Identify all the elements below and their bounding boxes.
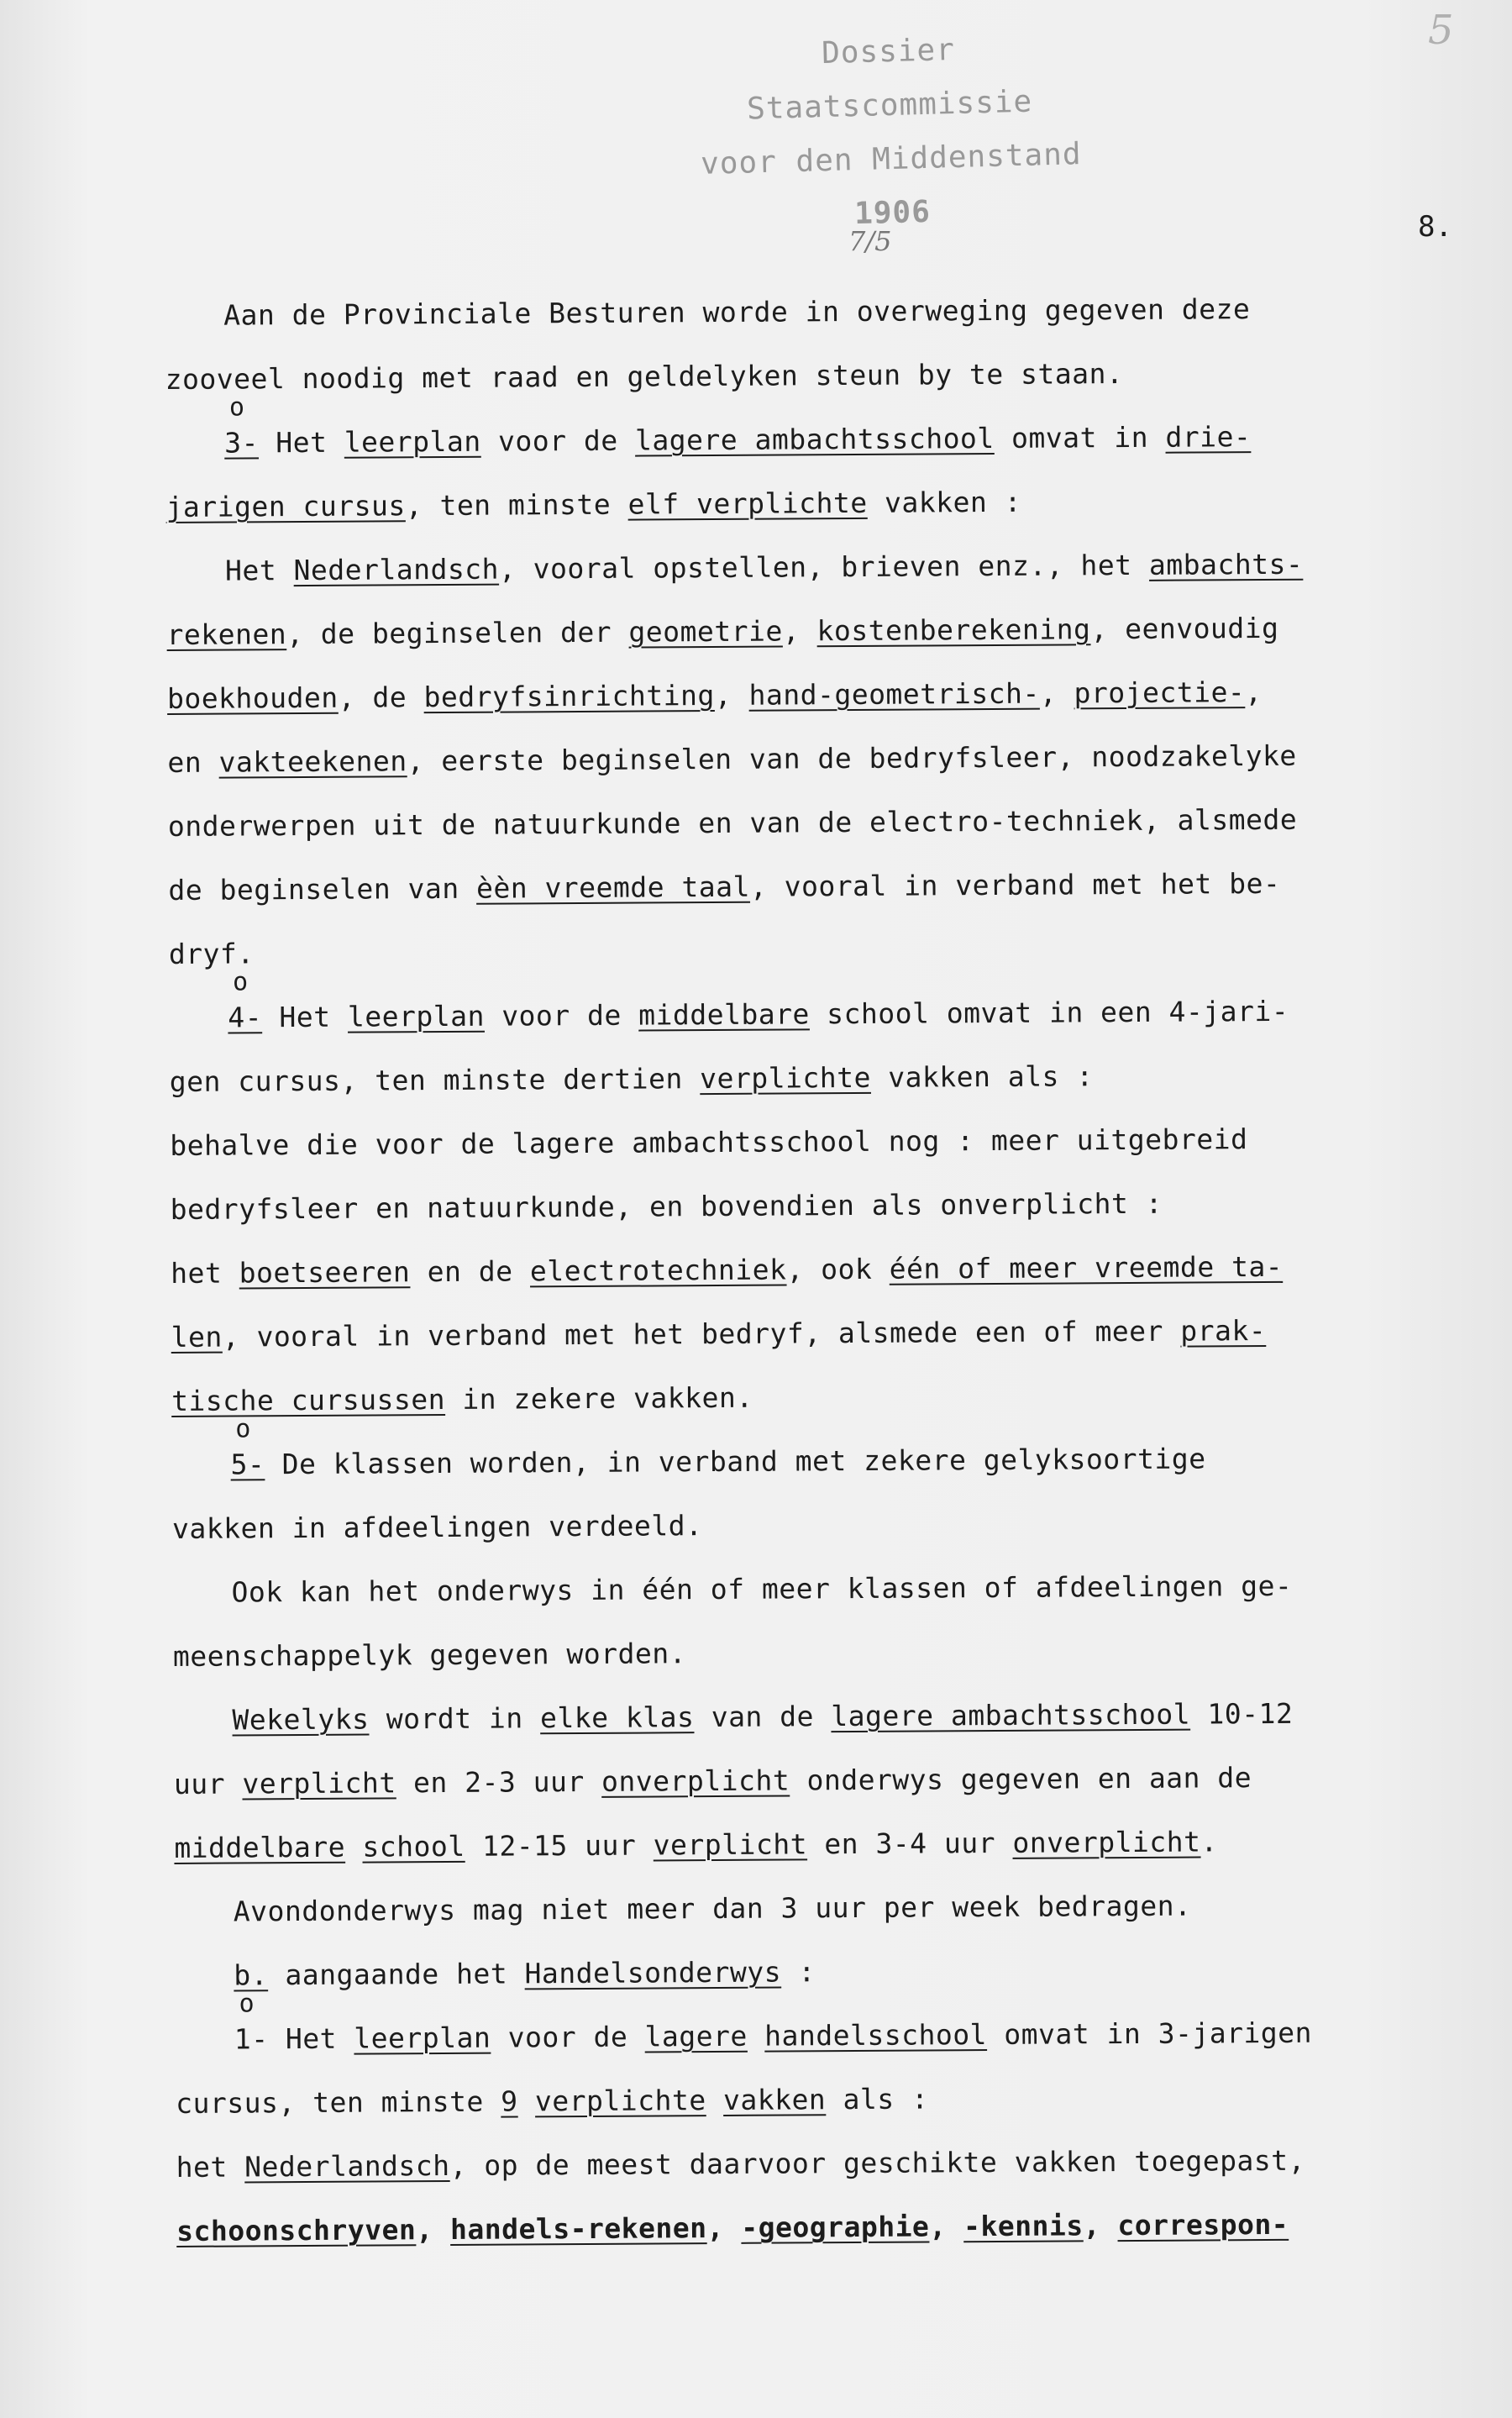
text-line bbox=[175, 1872, 1485, 1944]
text-run: 12-15 uur bbox=[465, 1828, 654, 1863]
underlined-term: vakteekenen bbox=[218, 744, 407, 779]
ordinal-mark: o bbox=[232, 967, 249, 997]
text-run: meenschappelyk gegeven worden. bbox=[172, 1637, 687, 1673]
underlined-term: len bbox=[171, 1320, 223, 1354]
underlined-term: onverplicht bbox=[1012, 1825, 1201, 1859]
text-run: omvat in 3-jarigen bbox=[986, 2016, 1313, 2052]
text-run: . bbox=[1200, 1825, 1218, 1858]
text-run: , eerste beginselen van de bedryfsleer, noodzakelyke bbox=[407, 739, 1297, 778]
underlined-term: leerplan bbox=[354, 2021, 491, 2055]
text-run: , bbox=[1245, 675, 1263, 709]
text-line bbox=[165, 339, 1475, 412]
item-number bbox=[224, 392, 260, 475]
underlined-term: rekenen bbox=[166, 618, 287, 651]
text-run: en de bbox=[410, 1254, 531, 1289]
text-line bbox=[169, 967, 1479, 1050]
item-number bbox=[234, 1989, 269, 2071]
underlined-term: lagere ambachtsschool bbox=[831, 1697, 1191, 1733]
text-line bbox=[169, 914, 1479, 986]
text-run: onderwerpen uit de natuurkunde en van de electro-techniek, alsmede bbox=[167, 802, 1298, 843]
text-run: , bbox=[1083, 2209, 1118, 2242]
text-run: wordt in bbox=[369, 1701, 541, 1736]
text-run: de beginselen van bbox=[168, 871, 477, 907]
stamp-line-3: voor den Middenstand bbox=[700, 137, 1083, 181]
ordinal-mark: o bbox=[239, 1989, 255, 2019]
underlined-term: b. bbox=[234, 1958, 269, 1992]
text-run: : bbox=[780, 1955, 816, 1989]
item-number-text: 1- bbox=[234, 2022, 269, 2056]
stamp-line-1: Dossier bbox=[821, 32, 956, 71]
item-number-text: 5- bbox=[230, 1448, 265, 1481]
text-run: zooveel noodig met raad en geldelyken steun by te staan. bbox=[165, 357, 1124, 396]
text-line bbox=[171, 1297, 1481, 1369]
text-run: voor de bbox=[491, 2020, 645, 2054]
text-run: vakken : bbox=[867, 485, 1022, 519]
underlined-term: projectie- bbox=[1074, 675, 1246, 710]
text-run: en 3-4 uur bbox=[806, 1826, 1013, 1861]
text-line bbox=[170, 1106, 1480, 1178]
text-run bbox=[517, 2084, 535, 2117]
item-number bbox=[228, 967, 263, 1049]
underlined-term: correspon- bbox=[1117, 2207, 1289, 2242]
text-run: Het bbox=[224, 554, 294, 587]
text-line bbox=[165, 467, 1476, 539]
text-run: , bbox=[929, 2210, 964, 2243]
underlined-term: hand-geometrisch- bbox=[748, 676, 1040, 712]
page-number: 8. bbox=[1418, 210, 1452, 244]
text-line bbox=[171, 1361, 1482, 1433]
underlined-term: middelbare bbox=[174, 1830, 346, 1864]
text-run: , bbox=[416, 2212, 451, 2247]
text-line bbox=[165, 392, 1476, 476]
text-line bbox=[170, 1042, 1480, 1114]
text-run: in zekere vakken. bbox=[444, 1380, 753, 1416]
text-run: school omvat in een 4-jari- bbox=[809, 994, 1289, 1031]
underlined-term: tische cursussen bbox=[171, 1382, 446, 1417]
underlined-term: verplichte bbox=[700, 1060, 871, 1096]
text-run: en bbox=[167, 745, 219, 779]
text-run: van de bbox=[694, 1700, 832, 1734]
text-run: , op de meest daarvoor geschikte vakken toegepast, bbox=[449, 2143, 1306, 2182]
text-line bbox=[176, 1989, 1486, 2072]
underlined-term: school bbox=[362, 1829, 465, 1863]
underlined-term: verplicht bbox=[242, 1766, 396, 1800]
corner-mark: 5 bbox=[1428, 7, 1454, 54]
underlined-term: leerplan bbox=[344, 424, 481, 459]
underlined-term: lagere ambachtsschool bbox=[634, 421, 995, 457]
stamp-line-2: Staatscommissie bbox=[746, 84, 1033, 127]
text-run: vakken in afdeelingen verdeeld. bbox=[171, 1509, 703, 1545]
text-line bbox=[172, 1553, 1483, 1625]
underlined-term: schoonschryven bbox=[176, 2213, 417, 2247]
text-run: , ook bbox=[786, 1252, 890, 1286]
text-line bbox=[173, 1616, 1483, 1689]
text-line bbox=[176, 2191, 1487, 2263]
text-run: als : bbox=[826, 2082, 929, 2116]
text-line bbox=[171, 1414, 1482, 1497]
item-number bbox=[230, 1414, 265, 1496]
stamp-year: 1906 bbox=[853, 194, 932, 232]
text-run: Ook kan het onderwys in één of meer klassen of afdeelingen ge- bbox=[231, 1569, 1293, 1609]
underlined-term: onverplicht bbox=[601, 1764, 790, 1798]
text-line bbox=[166, 595, 1477, 667]
text-run: aangaande het bbox=[267, 1957, 525, 1992]
text-run: 10-12 bbox=[1189, 1696, 1294, 1731]
text-line bbox=[174, 1808, 1484, 1880]
text-run: , vooral in verband met het bedryf, alsmede een of meer bbox=[222, 1314, 1181, 1354]
underlined-term: -geographie bbox=[741, 2210, 930, 2244]
text-run bbox=[748, 2020, 765, 2053]
text-run: onderwys gegeven en aan de bbox=[790, 1761, 1252, 1797]
underlined-term: jarigen cursus bbox=[165, 489, 406, 523]
text-line bbox=[170, 1170, 1480, 1242]
underlined-term: elf verplichte bbox=[627, 486, 868, 521]
archive-stamp bbox=[653, 19, 1129, 247]
text-run: bedryfsleer en natuurkunde, en bovendien als onverplicht : bbox=[170, 1186, 1163, 1226]
text-line bbox=[171, 1233, 1481, 1306]
text-run: voor de bbox=[484, 998, 639, 1033]
underlined-term: drie- bbox=[1165, 420, 1252, 454]
text-line bbox=[176, 2063, 1486, 2136]
text-line bbox=[167, 659, 1478, 731]
underlined-term: handels-rekenen bbox=[449, 2211, 707, 2246]
ordinal-mark: o bbox=[235, 1414, 251, 1444]
underlined-term: geometrie bbox=[628, 614, 783, 649]
text-run: De klassen worden, in verband met zekere gelyksoortige bbox=[265, 1442, 1206, 1481]
text-line bbox=[175, 1936, 1485, 2008]
text-line bbox=[168, 786, 1478, 859]
underlined-term: verplichte bbox=[534, 2084, 706, 2118]
text-run: Het bbox=[261, 1000, 349, 1034]
underlined-term: vakken bbox=[722, 2083, 827, 2116]
text-run bbox=[706, 2084, 724, 2116]
text-run: , bbox=[714, 678, 749, 712]
text-run: , bbox=[782, 614, 817, 648]
text-run: Avondonderwys mag niet meer dan 3 uur per week bedragen. bbox=[233, 1889, 1192, 1928]
text-run: uur bbox=[173, 1767, 243, 1800]
text-run: , vooral opstellen, brieven enz., het bbox=[498, 548, 1150, 586]
text-run: gen cursus, ten minste dertien bbox=[169, 1062, 701, 1098]
text-run: en 2-3 uur bbox=[396, 1764, 602, 1800]
text-run: dryf. bbox=[168, 937, 255, 970]
text-run: , bbox=[706, 2210, 742, 2245]
underlined-term: èèn vreemde taal bbox=[475, 870, 751, 905]
text-line bbox=[174, 1744, 1484, 1816]
underlined-term: handelsschool bbox=[764, 2018, 988, 2053]
ordinal-mark: o bbox=[228, 392, 245, 423]
text-run: Aan de Provinciale Besturen worde in overweging gegeven deze bbox=[223, 292, 1251, 332]
handwritten-scribble: 7/5 bbox=[848, 225, 892, 257]
underlined-term: één of meer vreemde ta- bbox=[889, 1249, 1284, 1285]
underlined-term: boetseeren bbox=[239, 1255, 411, 1290]
underlined-term: Handelsonderwys bbox=[524, 1955, 782, 1990]
text-line bbox=[173, 1680, 1483, 1753]
underlined-term: bedryfsinrichting bbox=[423, 679, 715, 714]
underlined-term: boekhouden bbox=[166, 681, 339, 715]
text-run: , de beginselen der bbox=[286, 615, 629, 651]
text-run bbox=[345, 1831, 363, 1863]
text-line bbox=[166, 531, 1477, 603]
text-run: , vooral in verband met het be- bbox=[749, 866, 1281, 903]
underlined-term: elke klas bbox=[539, 1700, 695, 1735]
text-run: , de bbox=[338, 681, 424, 714]
underlined-term: verplicht bbox=[653, 1827, 808, 1862]
underlined-term: middelbare bbox=[638, 997, 810, 1032]
text-run: , bbox=[1039, 676, 1074, 710]
text-run: behalve die voor de lagere ambachtsschool nog : meer uitgebreid bbox=[170, 1122, 1248, 1162]
text-run: , ten minste bbox=[405, 487, 628, 523]
underlined-term: Nederlandsch bbox=[244, 2148, 450, 2184]
text-line bbox=[176, 2127, 1486, 2200]
text-run: vakken als : bbox=[870, 1059, 1094, 1094]
text-line bbox=[165, 276, 1475, 348]
text-run: , eenvoudig bbox=[1090, 611, 1279, 646]
text-line bbox=[168, 850, 1478, 923]
underlined-term: kostenberekening bbox=[816, 612, 1091, 648]
text-line bbox=[172, 1489, 1483, 1561]
underlined-term: Nederlandsch bbox=[293, 552, 500, 587]
underlined-term: prak- bbox=[1180, 1314, 1267, 1348]
underlined-term: 9 bbox=[501, 2084, 518, 2118]
text-run: het bbox=[171, 1256, 239, 1290]
underlined-term: Wekelyks bbox=[232, 1702, 370, 1737]
text-line bbox=[167, 723, 1478, 795]
item-number-text: 3- bbox=[224, 426, 260, 460]
underlined-term: ambachts- bbox=[1148, 547, 1304, 581]
text-run: Het bbox=[268, 2021, 354, 2056]
item-number-text: 4- bbox=[228, 1001, 263, 1034]
text-run: voor de bbox=[480, 423, 636, 458]
underlined-term: leerplan bbox=[347, 999, 485, 1033]
text-run: Het bbox=[258, 425, 344, 460]
underlined-term: -kennis bbox=[963, 2209, 1084, 2243]
text-run: cursus, ten minste bbox=[176, 2084, 501, 2120]
text-run: omvat in bbox=[994, 420, 1166, 455]
body-text bbox=[165, 276, 1487, 2263]
underlined-term: electrotechniek bbox=[529, 1253, 787, 1288]
text-run: het bbox=[176, 2150, 245, 2184]
underlined-term: lagere bbox=[644, 2019, 748, 2053]
